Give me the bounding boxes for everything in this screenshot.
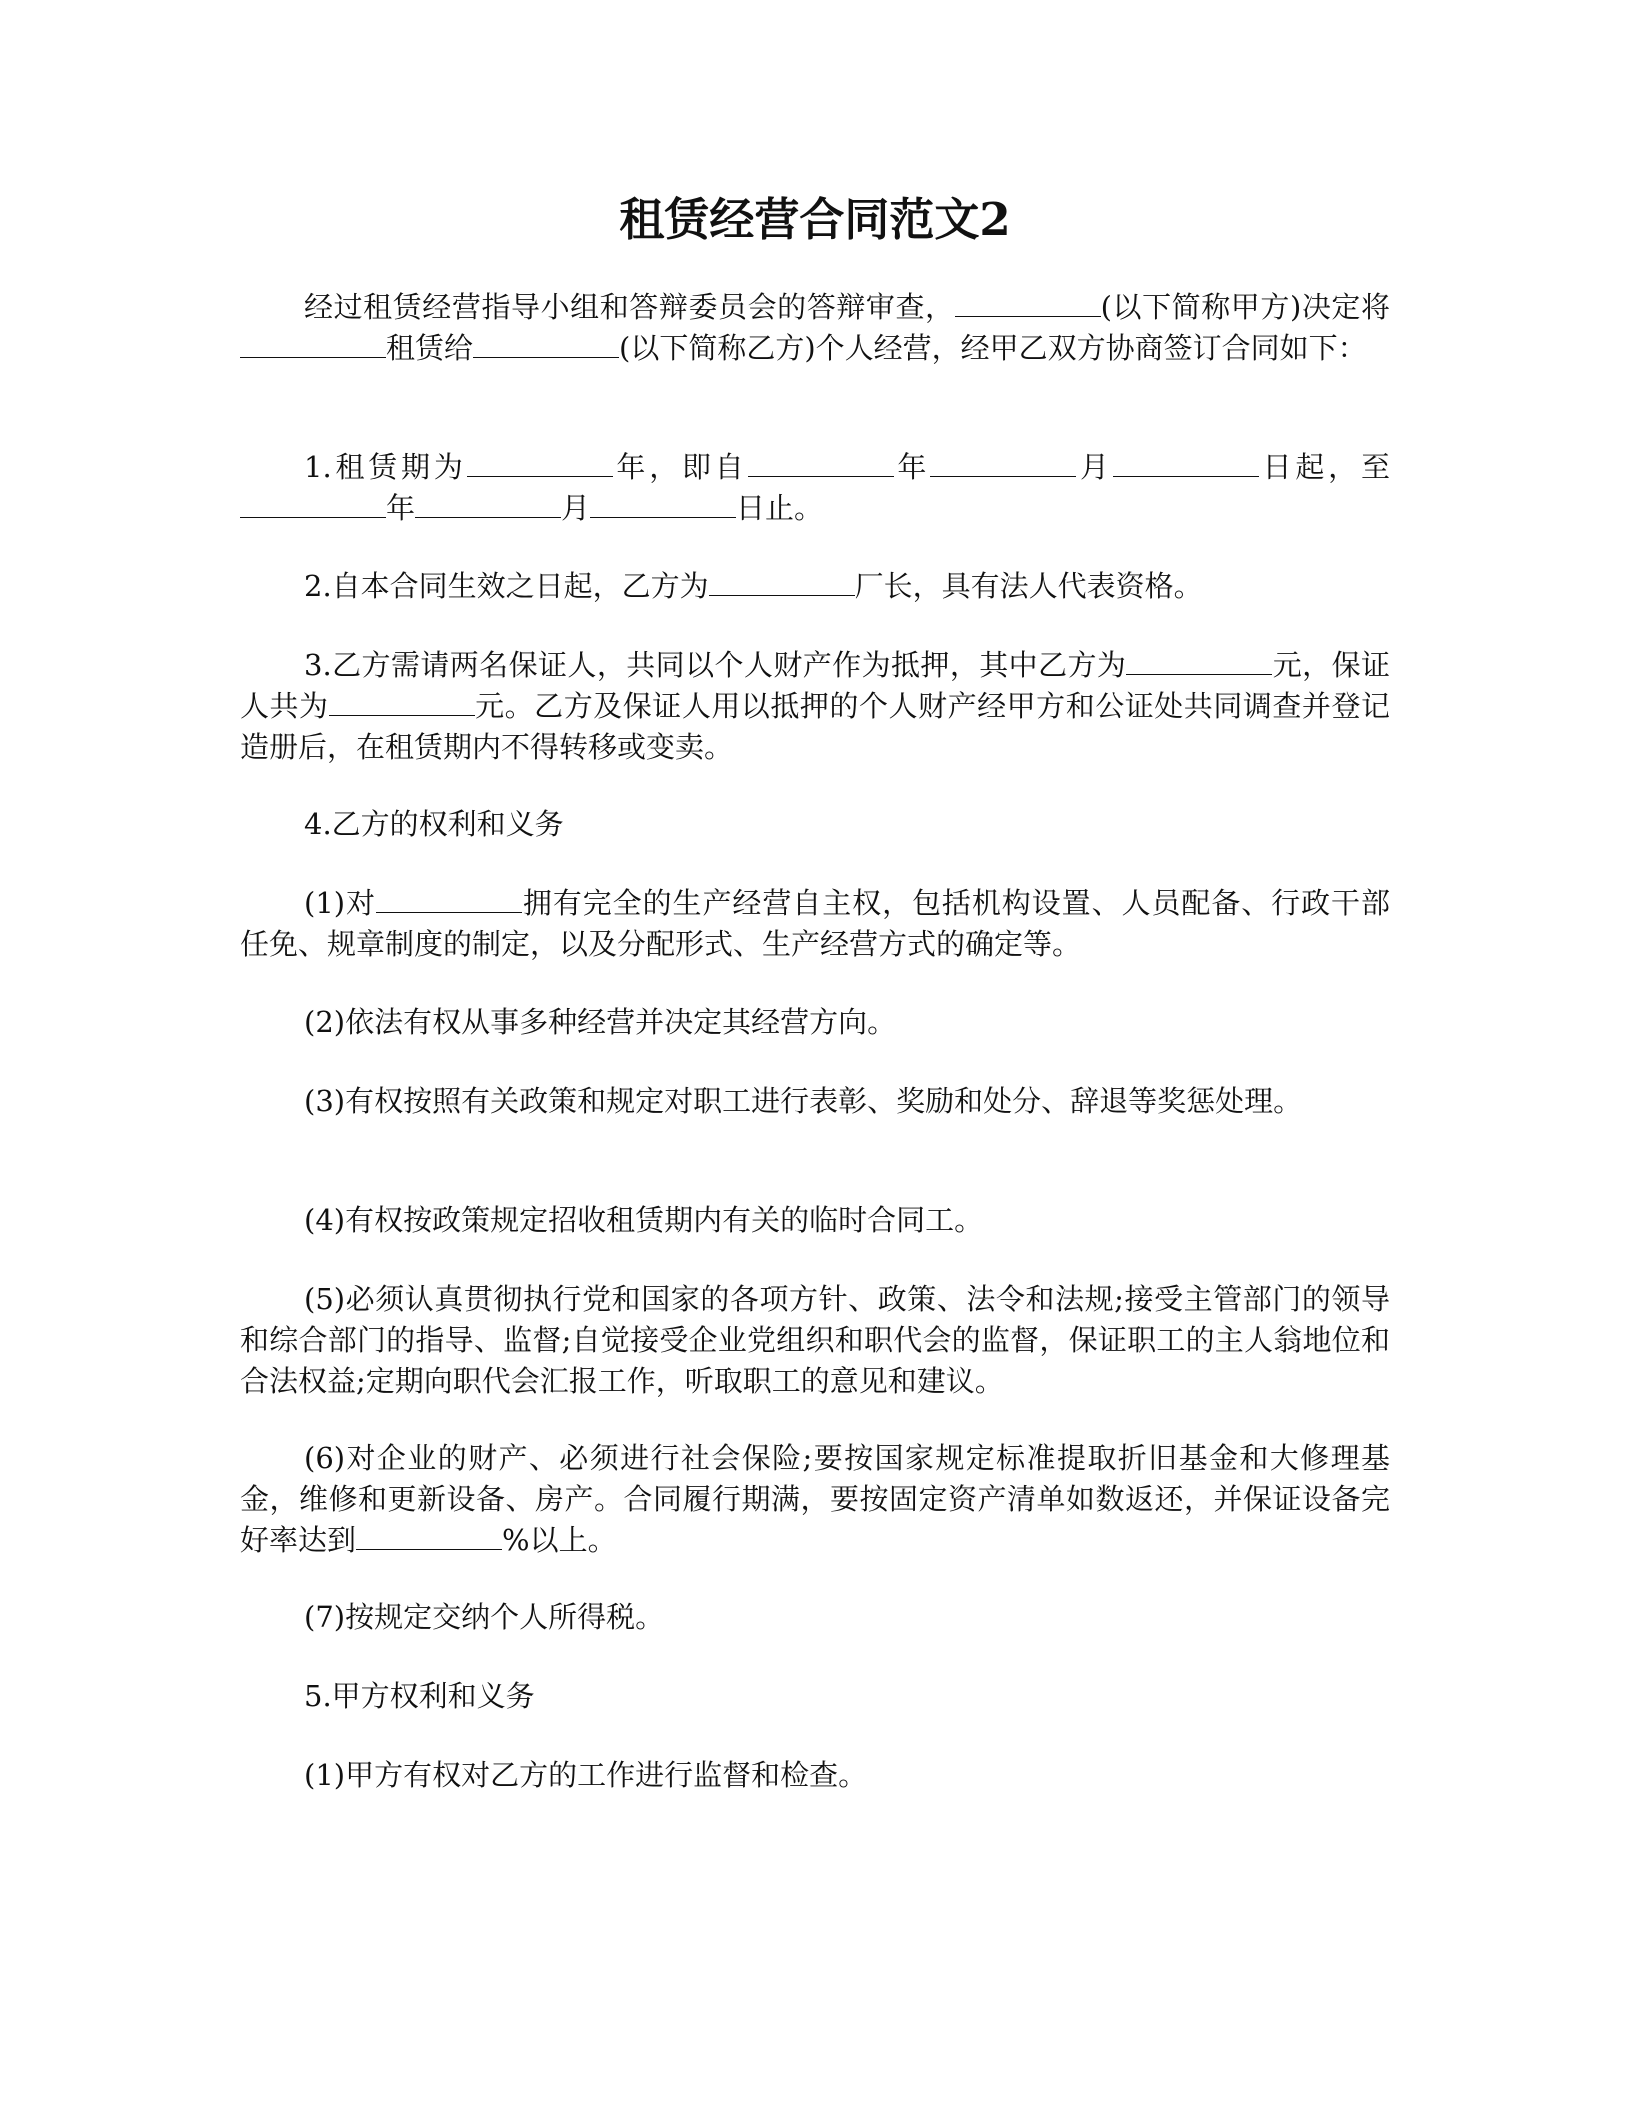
fill-blank (240, 329, 386, 358)
fill-blank (955, 288, 1101, 317)
fill-blank (473, 329, 619, 358)
fill-blank (1126, 646, 1272, 675)
fill-blank (709, 567, 855, 596)
text-run: 拥有完全的生产经营自主权，包括机构设置、人员配备、行政干部任免、规章制度的制定，以及分配形式、生产经营方式的确定等。 (240, 886, 1390, 961)
text-run: 经过租赁经营指导小组和答辩委员会的答辩审查， (304, 290, 955, 324)
text-run: 月 (1076, 450, 1113, 484)
paragraph-clause-5-heading: 5.甲方权利和义务 (304, 1679, 535, 1713)
fill-blank (240, 489, 386, 518)
text-run: 年 (893, 450, 931, 484)
fill-blank (590, 489, 736, 518)
text-run: 元。乙方及保证人用以抵押的个人财产经甲方和公证处共同调查并登记造册后，在租赁期内不得转移或变卖。 (240, 689, 1390, 764)
fill-blank (748, 448, 894, 477)
paragraph-clause-4-2: (2)依法有权从事多种经营并决定其经营方向。 (304, 1005, 897, 1039)
fill-blank (930, 448, 1076, 477)
paragraph-clause-1 (240, 447, 1390, 529)
paragraph-clause-2 (240, 566, 1390, 607)
paragraph-clause-4-7: (7)按规定交纳个人所得税。 (304, 1600, 665, 1634)
text-run: (以下简称甲方)决定将 (1100, 290, 1390, 324)
fill-blank (376, 884, 522, 913)
text-run: 厂长，具有法人代表资格。 (854, 569, 1203, 603)
text-run: 日起，至 (1258, 450, 1390, 484)
paragraph-clause-3 (240, 645, 1390, 768)
document-title: 租赁经营合同范文2 (619, 193, 1011, 246)
text-run: (以下简称乙方)个人经营，经甲乙双方协商签订合同如下： (619, 331, 1367, 365)
paragraph-clause-5-1: (1)甲方有权对乙方的工作进行监督和检查。 (304, 1758, 868, 1792)
paragraph-clause-4-6 (240, 1438, 1390, 1561)
text-run: 月 (561, 491, 591, 525)
paragraph-preamble (240, 287, 1390, 369)
paragraph-clause-4-5: (5)必须认真贯彻执行党和国家的各项方针、政策、法令和法规;接受主管部门的领导和综合部门的指导、监督;自觉接受企业党组织和职代会的监督，保证职工的主人翁地位和合法权益;定期向职代会汇报工作，听取职工的意见和建议。 (240, 1282, 1390, 1398)
text-run: (6)对企业的财产、必须进行社会保险;要按国家规定标准提取折旧基金和大修理基金，维修和更新设备、房产。合同履行期满，要按固定资产清单如数返还，并保证设备完好率达到 (240, 1441, 1390, 1557)
text-run: 1.租赁期为 (304, 450, 467, 484)
text-run: 元，保证人共为 (240, 648, 1390, 723)
fill-blank (415, 489, 561, 518)
paragraph-clause-4-3: (3)有权按照有关政策和规定对职工进行表彰、奖励和处分、辞退等奖惩处理。 (304, 1084, 1303, 1118)
fill-blank (356, 1521, 502, 1550)
text-run: 租赁给 (386, 331, 474, 365)
text-run: 日止。 (736, 491, 824, 525)
paragraph-clause-4-1 (240, 883, 1390, 965)
text-run: 2.自本合同生效之日起，乙方为 (304, 569, 709, 603)
fill-blank (467, 448, 613, 477)
text-run: 年，即自 (612, 450, 748, 484)
text-run: 年 (386, 491, 416, 525)
text-run: 3.乙方需请两名保证人，共同以个人财产作为抵押，其中乙方为 (304, 648, 1127, 682)
paragraph-clause-4-4: (4)有权按政策规定招收租赁期内有关的临时合同工。 (304, 1203, 984, 1237)
paragraph-clause-4-heading: 4.乙方的权利和义务 (304, 807, 564, 841)
fill-blank (329, 687, 475, 716)
fill-blank (1113, 448, 1259, 477)
text-run: %以上。 (502, 1523, 617, 1557)
text-run: (1)对 (304, 886, 376, 920)
